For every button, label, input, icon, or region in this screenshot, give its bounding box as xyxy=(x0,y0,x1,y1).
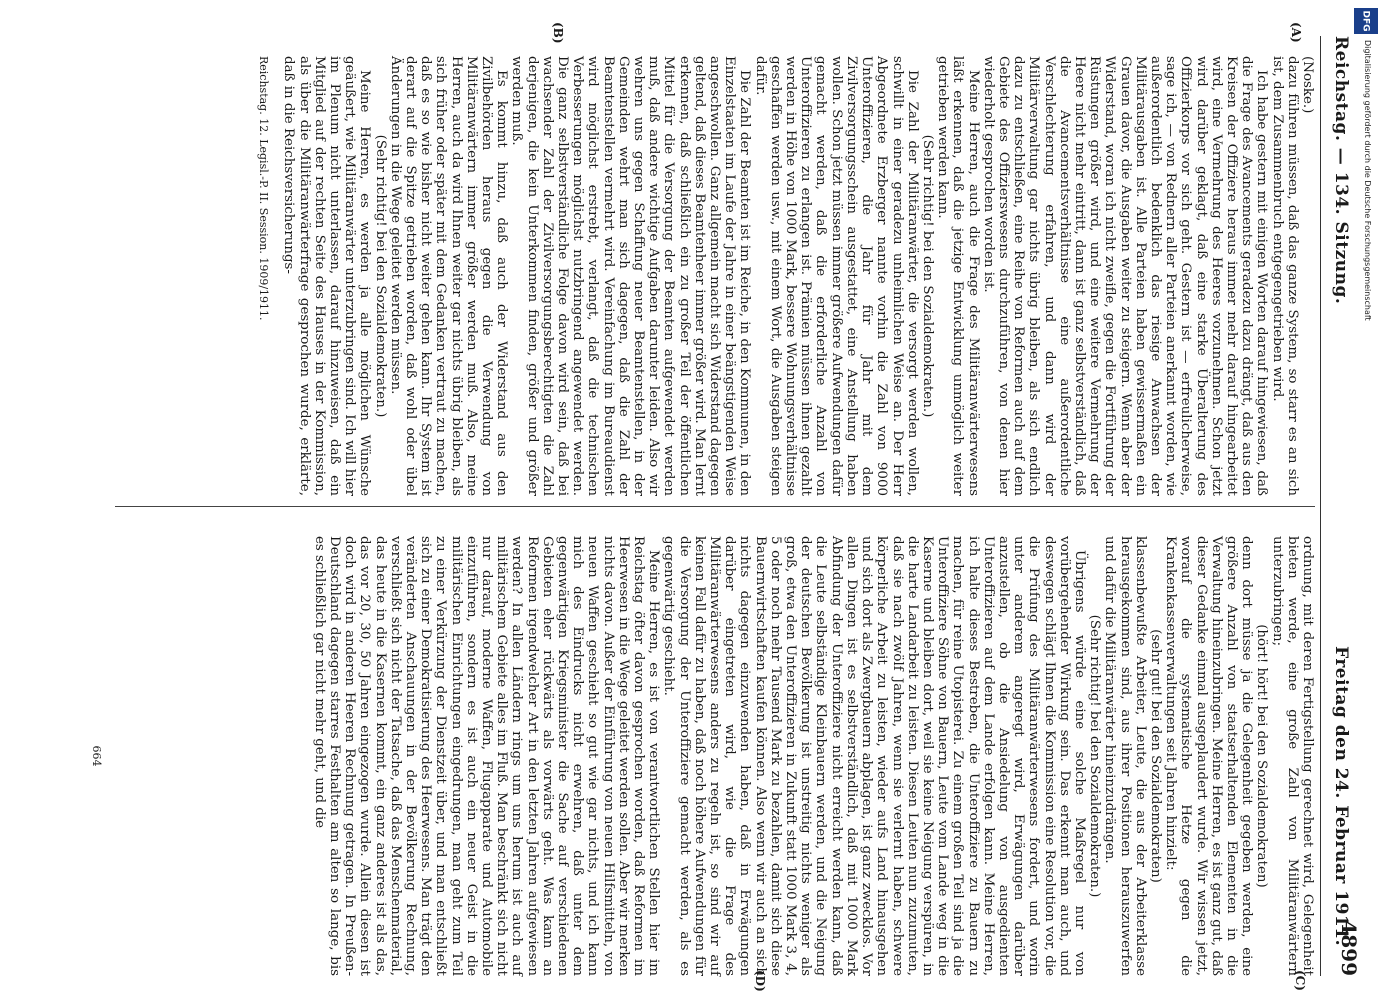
right-text-column xyxy=(312,536,1315,976)
paragraph: Meine Herren, auch die Frage des Militäranwärterwesens läßt erkennen, daß die jetzige Entwicklung unmöglich weiter getrieben werden kann. xyxy=(935,56,981,496)
paragraph: dazu führen müssen, daß das ganze System, so starr es an sich ist, dem Zusammenbruch entgegengetrieben wird. xyxy=(1269,56,1300,496)
margin-mark-d: (D) xyxy=(753,970,767,992)
paragraph: ordnung, mit deren Fertigstellung gerechnet wird, Gelegenheit bieten werde, eine große Zahl von Militäranwärtern unterzubringen; xyxy=(1269,536,1315,976)
digitization-note: Digitalisierung gefördert durch die Deutsche Forschungsgemeinschaft xyxy=(1363,40,1372,321)
header-date: Freitag den 24. Februar 1911. xyxy=(1331,646,1351,946)
paragraph: denn dort müsse ja die Gelegenheit gegeben werden, eine größere Anzahl von staatserhaltenden Elementen in die Verwaltung hineinzubringen. Meine Herren, es ist ganz gut, daß dieser Gedanke einmal ausgeplaudert wurde. Wir wissen jetzt, worauf die systematische Hetze gegen die Krankenkassenverwaltungen seit Jahren hinzielt: xyxy=(1163,536,1255,976)
paragraph: Übrigens würde eine solche Maßregel nur von vorübergehender Wirkung sein. Das erkennt man auch, und deswegen schlägt Ihnen die Kommission eine Resolution vor, die die Prüfung des Militäranwärterwesens fordert, und worin unter anderem angeregt wird, Erwägungen darüber anzustellen, ob die Ansiedelung von ausgedienten Unteroffizieren auf dem Lande erfolgen kann. Meine Herren, ich halte dieses Bestreben, die Unteroffiziere zu Bauern zu machen, für reine Utopisterei. Zu einem großen Teil sind ja die Unteroffiziere Söhne von Bauern, Leute vom Lande weg in die Kaserne und bleiben dort, weil sie keine Neigung verspüren, in die harte Landarbeit zu leisten. Diesen Leuten nun zuzumuten, daß sie nach zwölf Jahren, wenn sie verlernt haben, schwere körperliche Arbeit zu leisten, wieder aufs Land hinausgehen und sich dort als Zwergbauern abplagen, ist ganz zwecklos. Vor allen Dingen ist es selbstverständlich, daß mit 1000 Mark Abfindung der Unteroffiziere nicht erreicht werden kann, daß die Leute selbständige Kleinbauern werden, und die Neigung der deutschen Bevölkerung ist unstreitig nichts weniger als groß, etwa den Unteroffizieren in Zukunft statt 1000 Mark 3, 4, 5 oder noch mehr Tausend Mark zu bezahlen, damit sich diese Bauernwirtschaften kaufen können. Also wenn wir auch an sich nichts dagegen einzuwenden haben, daß in Erwägungen darüber eingetreten wird, wie die Frage des Militäranwärterwesens anders zu regeln ist, so sind wir auf keinen Fall dafür zu haben, daß noch höhere Aufwendungen für die Versorgung der Unteroffiziere gemacht werden, als es gegenwärtig geschieht. xyxy=(661,536,1087,976)
interjection: (Sehr richtig! bei den Sozialdemokraten.) xyxy=(919,134,935,418)
dfg-logo-text: DFG xyxy=(1360,10,1371,32)
session-footer: Reichstag. 12. Legisl.-P. II. Session. 1909/1911. xyxy=(257,56,271,321)
interjection: (hört! hört! bei den Sozialdemokraten) xyxy=(1254,624,1270,888)
sheet-number: 664 xyxy=(90,745,103,767)
scanned-document-page xyxy=(85,22,1365,992)
page-number: 4899 xyxy=(1337,920,1361,976)
dfg-logo xyxy=(1354,8,1378,34)
interjection: (Sehr richtig! bei den Sozialdemokraten.) xyxy=(372,134,388,418)
left-text-column xyxy=(256,56,1315,496)
column-divider xyxy=(115,506,1315,507)
paragraph: Es kommt hinzu, daß auch der Widerstand aus den Zivilbehörden heraus gegen die Verwendung von Militäranwärtern immer größer werden muß. Also, meine Herren, auch da wird Ihnen weiter gar nichts übrig bleiben, als sich früher oder später mit dem Gedanken vertraut zu machen, daß es so wie bisher nicht weiter gehen kann. Ihr System ist derart auf die Spitze getrieben worden, daß wohl oder übel Änderungen in die Wege geleitet werden müssen. xyxy=(387,56,510,496)
paragraph: klassenbewußte Arbeiter, Leute, die aus der Arbeiterklasse herausgekommen sind, aus ihrer Positionen herauszuwerfen und dafür die Militäranwärter hineinzudrängen. xyxy=(1102,536,1148,976)
interjection: (Sehr richtig! bei den Sozialdemokraten.) xyxy=(1087,614,1103,898)
margin-mark-b: (B) xyxy=(551,22,565,44)
speaker-name: (Noske.) xyxy=(1300,56,1315,114)
header-session: Reichstag. — 134. Sitzung. xyxy=(1331,36,1351,305)
paragraph: Ich habe gestern mit einigen Worten darauf hingewiesen, daß die Frage des Avancements geradezu dazu drängt, daß aus den Kreisen der Offiziere heraus immer mehr darauf hingearbeitet wird, eine Vermehrung des Heeres vorzunehmen. Schon jetzt wird darüber geklagt, daß eine starke Überalterung des Offizierkorps vor sich geht. Gestern ist — erfreulicherweise, sage ich, — von Rednern aller Parteien anerkannt worden, wie außerordentlich bedenklich das riesige Anwachsen der Militärausgaben ist. Alle Parteien haben gewissermaßen ein Grauen davor, die Ausgaben weiter zu steigern. Wenn aber der Widerstand, woran ich nicht zweifle, gegen die Fortführung der Rüstungen größer wird, und eine weitere Vermehrung der Heere nicht mehr eintritt, dann ist ganz selbstverständlich, daß die Avancementsverhältnisse eine außerordentliche Verschlechterung erfahren, und dann wird der Militärverwaltung gar nichts übrig bleiben, als sich endlich dazu zu entschließen, eine Reihe von Reformen auch auf dem Gebiete des Offizierswesens durchzuführen, von denen hier wiederholt gesprochen worden ist. xyxy=(980,56,1270,496)
paragraph: Die Zahl der Militäranwärter, die versorgt werden wollen, schwillt in einer geradezu unheimlichen Weise an. Der Herr Abgeordnete Erzberger nannte vorhin die Zahl von 9000 Unteroffizieren, die Jahr für Jahr mit dem Zivilversorgungsschein ausgestattet, eine Anstellung haben wollen. Schon jetzt müssen immer größere Aufwendungen dafür gemacht werden, daß die erforderliche Anzahl von Unteroffizieren zu erlangen ist. Prämien müssen ihnen gezahlt werden in Höhe von 1000 Mark, bessere Wohnungsverhältnisse geschaffen werden usw., mit einem Wort, die Ausgaben steigen dafür. xyxy=(752,56,920,496)
margin-mark-c: (C) xyxy=(1293,970,1307,991)
paragraph: Meine Herren, es ist von verantwortlichen Stellen hier im Reichstag öfter davon gesprochen worden, daß Reformen im Heerwesen in die Wege geleitet werden sollen. Aber wir merken nichts davon. Außer der Einführung von neuen Hilfsmitteln, von neuen Waffen geschieht so gut wie gar nichts, und ich kann mich des Eindrucks nicht erwehren, daß unter dem gegenwärtigen Kriegsminister die Sache auf verschiedenen Gebieten eher rückwärts als vorwärts geht. Was kann an Reformen irgendwelcher Art in den letzten Jahren aufgewiesen werden? In allen Ländern rings um uns herum ist auch auf militärischem Gebiete alles im Fluß. Man beschränkt sich nicht nur darauf, moderne Waffen, Flugapparate und Automobile einzuführen, sondern es ist auch ein neuer Geist in die militärischen Einrichtungen eingedrungen, man geht zum Teil zu einer Verkürzung der Dienstzeit über, und man entschließt sich zu einer Demokratisierung des Heerwesens. Man trägt den veränderten Anschauungen in der Bevölkerung Rechnung, verschließt sich nicht der Tatsache, daß das Menschenmaterial, das heute in die Kasernen kommt, ein ganz anderes ist als das, das vor 20, 30, 50 Jahren eingezogen wurde. Allein diesen ist doch wird in anderen Heeren Rechnung getragen. In Preußen-Deutschland dagegen starres Festhalten am alten so lange, bis es schließlich gar nicht mehr geht, und die xyxy=(311,536,662,976)
paragraph: Die Zahl der Beamten ist im Reiche, in den Kommunen, in den Einzelstaaten im Laufe der Jahre in einer beängstigenden Weise angeschwollen. Ganz allgemein macht sich Widerstand dagegen geltend, daß dieses Beamtenheer immer größer wird. Man lernt erkennen, daß schließlich ein zu großer Teil der öffentlichen Mittel für die Versorgung der Beamten aufgewendet werden muß, daß andere wichtige Aufgaben darunter leiden. Also wir wehren uns gegen Schaffung neuer Beamtenstellen, in der Gemeinden wehrt man sich dagegen, daß die Zahl der Beamtenstellen vermehrt wird. Vereinfachung im Bureaudienst wird möglichst erstrebt, verlangt, daß die technischen Verbesserungen möglichst nutzbringend angewendet werden. Die ganz selbstverständliche Folge davon wird sein, daß bei wachsender Zahl der Zivilversorgungsberechtigten die Zahl derjenigen, die kein Unterkommen finden, größer und größer werden muß. xyxy=(509,56,753,496)
margin-mark-a: (A) xyxy=(1289,22,1303,43)
interjection: (sehr gut! bei den Sozialdemokraten) xyxy=(1147,629,1163,883)
page-header xyxy=(1320,36,1365,976)
paragraph: Meine Herren, es werden ja alle möglichen Wünsche geäußert, wie Militäranwärter unterzubringen sind. Ich will hier im Plenum nicht unterlassen, darauf hinzuweisen, daß ein Mitglied auf der rechten Seite des Hauses in der Kommission, als über die Militäranwärterfrage gesprochen wurde, erklärte, daß in die Reichsversicherungs- xyxy=(281,56,373,496)
